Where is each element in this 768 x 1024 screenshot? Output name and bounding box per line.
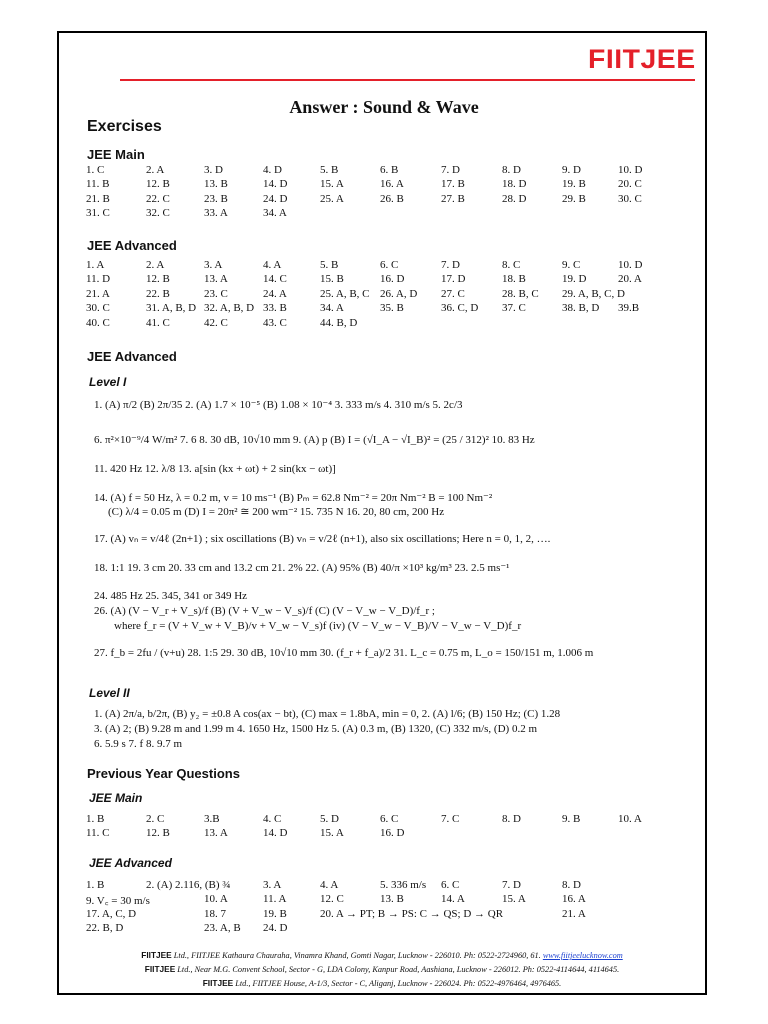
pyq-heading: Previous Year Questions (87, 766, 240, 781)
answer-row (86, 302, 686, 316)
footer-text: Ltd., FIITJEE House, A-1/3, Sector - C, Aliganj, Lucknow - 226024. Ph: 0522-4976464, 4976465. (233, 979, 562, 988)
pyq-jee-adv-heading: JEE Advanced (89, 856, 172, 870)
ex-jee-adv-heading: JEE Advanced (87, 238, 177, 253)
answer-cell: 34. A (320, 302, 344, 315)
answer-cell: 44. B, D (320, 316, 358, 329)
answer-row (86, 893, 686, 907)
answer-cell: 8. D (502, 164, 521, 176)
answer-cell: 14. D (263, 827, 288, 840)
answer-cell: 5. 336 m/s (380, 879, 427, 891)
l1-line-7: 24. 485 Hz 25. 345, 341 or 349 Hz (94, 590, 248, 602)
answer-cell: 16. A (380, 178, 404, 191)
answer-cell: 16. A (562, 893, 586, 906)
answer-cell: 30. C (86, 302, 110, 315)
answer-cell: 5. B (320, 164, 339, 176)
answer-cell: 6. C (441, 879, 460, 891)
answer-cell: 5. B (320, 259, 339, 271)
header-rule (120, 79, 695, 81)
answer-cell: 16. D (380, 273, 405, 286)
answer-cell: 30. C (618, 192, 642, 205)
answer-cell: 19. B (263, 907, 287, 920)
answer-cell: 42. C (204, 316, 228, 329)
answer-cell: 31. A, B, D (146, 302, 197, 315)
answer-cell: 19. B (562, 178, 586, 191)
answer-cell: 9. D (562, 164, 581, 176)
answer-cell: 14. C (263, 273, 287, 286)
answer-cell: 26. A, D (380, 287, 418, 300)
ex-jee-main-grid (86, 164, 686, 222)
ex-jee-adv2-heading: JEE Advanced (87, 349, 177, 364)
answer-cell: 10. D (618, 259, 643, 271)
footer-brand: FIITJEE (141, 950, 172, 960)
answer-cell: 35. B (380, 302, 404, 315)
answer-cell: 11. B (86, 178, 110, 191)
answer-row (86, 879, 686, 893)
l1-line-4: (C) λ/4 = 0.05 m (D) I = 20π² ≅ 200 wm⁻² 15. 735 N 16. 20, 80 cm, 200 Hz (108, 506, 445, 518)
pyq-jee-main-heading: JEE Main (89, 791, 143, 805)
answer-cell: 14. A (441, 893, 465, 906)
answer-cell: 23. C (204, 287, 228, 300)
answer-row (86, 922, 686, 936)
answer-cell: 29. B (562, 192, 586, 205)
answer-cell: 12. B (146, 178, 170, 191)
answer-cell: 15. A (320, 827, 344, 840)
answer-cell: 21. A (86, 287, 110, 300)
fiitjee-logo: FIITJEE (588, 44, 696, 74)
answer-cell: 3. A (263, 879, 282, 891)
l1-line-8: 26. (A) (V − V_r + V_s)/f (B) (V + V_w − V_s)/f (C) (V − V_w − V_D)/f_r ; (94, 605, 435, 617)
answer-cell: 6. C (380, 259, 399, 271)
l2-line-2: 6. 5.9 s 7. f 8. 9.7 m (94, 738, 182, 750)
answer-cell: 17. D (441, 273, 466, 286)
answer-cell: 28. B, C (502, 287, 539, 300)
answer-cell: 43. C (263, 316, 287, 329)
answer-cell: 19. D (562, 273, 587, 286)
answer-cell: 6. B (380, 164, 399, 176)
answer-cell: 32. C (146, 207, 170, 220)
answer-cell: 12. C (320, 893, 344, 906)
answer-cell: 3. D (204, 164, 223, 176)
answer-cell: 2. A (146, 164, 165, 176)
l1-line-2: 11. 420 Hz 12. λ/8 13. a[sin (kx + ωt) + 2 sin(kx − ωt)] (94, 463, 336, 475)
answer-cell: 12. B (146, 273, 170, 286)
answer-cell: 4. A (320, 879, 339, 891)
l1-line-0: 1. (A) π/2 (B) 2π/35 2. (A) 1.7 × 10⁻⁵ (B) 1.08 × 10⁻⁴ 3. 333 m/s 4. 310 m/s 5. 2c/3 (94, 399, 463, 411)
l2-line-0: 1. (A) 2π/a, b/2π, (B) y₂ = ±0.8 A cos(ax − bt), (C) max = 1.8bA, min = 0, 2. (A) l/6; (B) 150 Hz; (C) 1.28 (94, 708, 561, 720)
answer-cell: 22. B (146, 287, 170, 300)
answer-cell: 24. D (263, 192, 288, 205)
answer-cell: 37. C (502, 302, 526, 315)
answer-cell: 4. A (263, 259, 282, 271)
answer-cell: 13. A (204, 273, 228, 286)
answer-cell: 17. B (441, 178, 465, 191)
answer-row (86, 317, 686, 331)
answer-cell: 20. A → PT; B → PS: C → QS; D → QR (320, 907, 504, 920)
answer-cell: 21. A (562, 907, 586, 920)
footer-brand: FIITJEE (202, 978, 234, 988)
answer-row (86, 288, 686, 302)
answer-cell: 12. B (146, 827, 170, 840)
answer-cell: 41. C (146, 316, 170, 329)
footer-brand: FIITJEE (144, 964, 176, 974)
answer-cell: 13. B (380, 893, 404, 906)
answer-row (86, 178, 686, 192)
footer-line-0 (57, 950, 707, 960)
footer-website-link[interactable]: www.fiitjeelucknow.com (542, 951, 623, 960)
answer-cell: 6. C (380, 813, 399, 825)
answer-cell: 8. D (562, 879, 581, 891)
answer-cell: 16. D (380, 827, 405, 840)
answer-cell: 7. D (441, 164, 460, 176)
footer-line-2 (57, 978, 707, 988)
answer-cell: 33. A (204, 207, 228, 220)
answer-row (86, 813, 686, 827)
answer-row (86, 193, 686, 207)
answer-cell: 32. A, B, D (204, 302, 255, 315)
answer-row (86, 259, 686, 273)
answer-cell: 20. C (618, 178, 642, 191)
answer-cell: 22. C (146, 192, 170, 205)
answer-cell: 40. C (86, 316, 110, 329)
answer-cell: 28. D (502, 192, 527, 205)
l1-line-3: 14. (A) f = 50 Hz, λ = 0.2 m, v = 10 ms⁻¹ (B) Pₘ = 62.8 Nm⁻² = 20π Nm⁻² B = 100 Nm⁻² (94, 492, 493, 504)
l1-line-1: 6. π²×10⁻⁹/4 W/m² 7. 6 8. 30 dB, 10√10 mm 9. (A) p (B) I = (√I_A − √I_B)² = (25 / 312)² 10. 83 Hz (94, 434, 535, 446)
answer-cell: 24. D (263, 922, 288, 935)
answer-cell: 4. C (263, 813, 282, 825)
footer-text: Ltd., FIITJEE Kathaura Chauraha, Vinamra Khand, Gomti Nagar, Lucknow - 226010. Ph: 0522-2724960, 61. (171, 951, 543, 960)
answer-cell: 15. B (320, 273, 344, 286)
answer-cell: 2. C (146, 813, 165, 825)
answer-cell: 18. B (502, 273, 526, 286)
answer-cell: 17. A, C, D (86, 907, 137, 920)
answer-cell: 25. A, B, C (320, 287, 370, 300)
answer-cell: 21. B (86, 192, 110, 205)
answer-cell: 36. C, D (441, 302, 479, 315)
answer-row (86, 164, 686, 178)
answer-cell: 11. D (86, 273, 111, 286)
answer-row (86, 908, 686, 922)
answer-cell: 39.B (618, 302, 640, 315)
answer-cell: 15. A (320, 178, 344, 191)
l1-line-10: 27. f_b = 2fu / (v+u) 28. 1:5 29. 30 dB, 10√10 mm 30. (f_r + f_a)/2 31. L_c = 0.75 m, L_o = 150/151 m, 1.006 m (94, 647, 594, 659)
answer-cell: 18. D (502, 178, 527, 191)
answer-cell: 27. C (441, 287, 465, 300)
footer-line-1 (57, 964, 707, 974)
answer-cell: 10. D (618, 164, 643, 176)
footer-text: Ltd., Near M.G. Convent School, Sector - G, LDA Colony, Kanpur Road, Aashiana, Lucknow - 226012. Ph: 0522-4114644, 4114645. (175, 965, 620, 974)
ex-jee-adv-grid (86, 259, 686, 331)
answer-cell: 4. D (263, 164, 282, 176)
answer-cell: 22. B, D (86, 922, 124, 935)
answer-cell: 20. A (618, 273, 642, 286)
answer-cell: 29. A, B, C, D (562, 287, 625, 300)
answer-cell: 13. B (204, 178, 228, 191)
answer-cell: 8. D (502, 813, 521, 825)
pyq-jee-main-grid (86, 813, 686, 842)
answer-cell: 31. C (86, 207, 110, 220)
answer-cell: 24. A (263, 287, 287, 300)
answer-cell: 2. A (146, 259, 165, 271)
page-title: Answer : Sound & Wave (289, 97, 479, 117)
answer-cell: 18. 7 (204, 907, 226, 920)
answer-cell: 27. B (441, 192, 465, 205)
answer-cell: 10. A (618, 813, 642, 825)
answer-row (86, 827, 686, 841)
answer-cell: 9. B (562, 813, 581, 825)
l2-line-1: 3. (A) 2; (B) 9.28 m and 1.99 m 4. 1650 Hz, 1500 Hz 5. (A) 0.3 m, (B) 1320, (C) 332 m/s, (D) 0.2 m (94, 723, 538, 735)
exercises-heading: Exercises (87, 118, 162, 135)
pyq-jee-adv-grid (86, 879, 686, 937)
answer-cell: 1. B (86, 813, 105, 825)
answer-cell: 11. C (86, 827, 110, 840)
answer-cell: 3. A (204, 259, 223, 271)
answer-cell: 15. A (502, 893, 526, 906)
level1-heading: Level I (89, 375, 127, 389)
l1-line-5: 17. (A) vₙ = v/4ℓ (2n+1) ; six oscillations (B) vₙ = v/2ℓ (n+1), also six oscillations; Here n = 0, 1, 2, …. (94, 533, 551, 545)
answer-cell: 33. B (263, 302, 287, 315)
answer-cell: 2. (A) 2.116, (B) ¾ (146, 879, 231, 891)
answer-cell: 7. D (502, 879, 521, 891)
answer-cell: 5. D (320, 813, 339, 825)
answer-cell: 26. B (380, 192, 404, 205)
answer-cell: 1. B (86, 879, 105, 891)
answer-cell: 11. A (263, 893, 287, 906)
answer-cell: 23. B (204, 192, 228, 205)
ex-jee-main-heading: JEE Main (87, 147, 145, 162)
answer-cell: 1. A (86, 259, 105, 271)
answer-cell: 9. C (562, 259, 581, 271)
answer-cell: 1. C (86, 164, 105, 176)
answer-cell: 8. C (502, 259, 521, 271)
answer-cell: 23. A, B (204, 922, 241, 935)
answer-row (86, 273, 686, 287)
answer-cell: 14. D (263, 178, 288, 191)
answer-cell: 10. A (204, 893, 228, 906)
answer-cell: 38. B, D (562, 302, 600, 315)
answer-cell: 25. A (320, 192, 344, 205)
answer-cell: 7. C (441, 813, 460, 825)
level2-heading: Level II (89, 686, 130, 700)
l1-line-9: where f_r = (V + V_w + V_B)/v + V_w − V_s)f (iv) (V − V_w − V_B)/V − V_w − V_D)f_r (114, 620, 522, 632)
answer-row (86, 207, 686, 221)
answer-cell: 9. V꜀ = 30 m/s (86, 895, 150, 908)
answer-cell: 13. A (204, 827, 228, 840)
answer-cell: 7. D (441, 259, 460, 271)
l1-line-6: 18. 1:1 19. 3 cm 20. 33 cm and 13.2 cm 21. 2% 22. (A) 95% (B) 40/π ×10³ kg/m³ 23. 2.5 ms⁻¹ (94, 562, 510, 574)
answer-cell: 34. A (263, 207, 287, 220)
answer-cell: 3.B (204, 813, 220, 825)
